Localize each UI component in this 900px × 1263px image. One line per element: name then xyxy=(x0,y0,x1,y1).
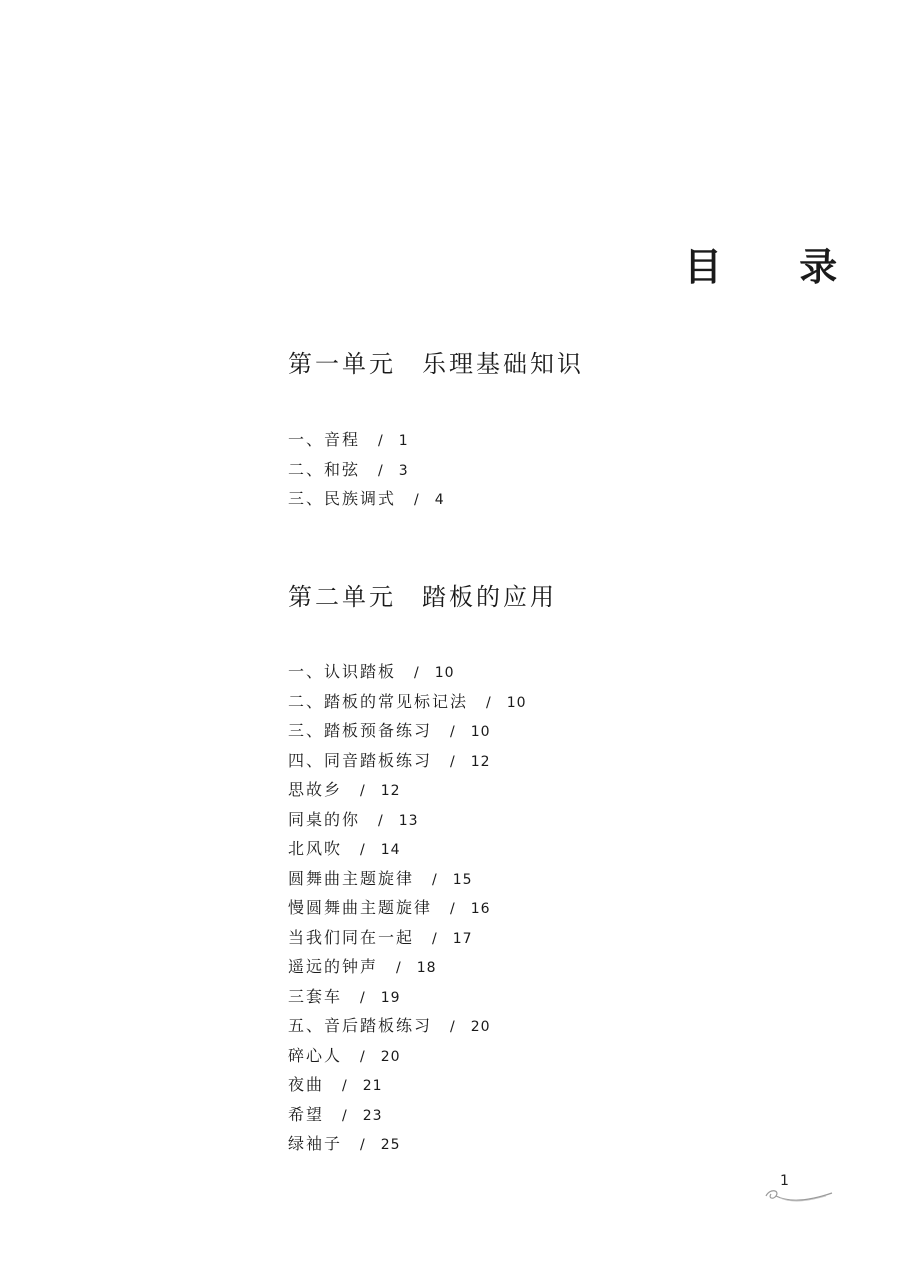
toc-item-text: 二、和弦 xyxy=(288,459,361,479)
toc-page-number: 15 xyxy=(452,871,473,888)
page-title: 目 录 xyxy=(684,244,870,289)
toc-item-text: 同桌的你 xyxy=(288,809,361,829)
toc-separator: / xyxy=(360,783,367,799)
toc-separator: / xyxy=(414,665,421,681)
toc-item[interactable] xyxy=(288,691,527,721)
toc-separator: / xyxy=(450,901,457,917)
toc-page-number: 25 xyxy=(380,1137,401,1153)
toc-item-text: 思故乡 xyxy=(288,780,343,799)
toc-item[interactable] xyxy=(288,1133,527,1163)
unit-1-name: 乐理基础知识 xyxy=(422,350,584,378)
toc-separator: / xyxy=(450,1019,457,1035)
toc-item-text: 慢圆舞曲主题旋律 xyxy=(288,898,433,917)
unit-2-name: 踏板的应用 xyxy=(422,583,557,611)
toc-page-number: 10 xyxy=(506,694,527,711)
toc-item[interactable] xyxy=(288,1045,527,1075)
toc-page-number: 12 xyxy=(470,753,491,770)
unit-1-heading xyxy=(288,344,584,379)
toc-item-text: 碎心人 xyxy=(288,1045,343,1065)
toc-item[interactable] xyxy=(288,459,445,489)
toc-item[interactable] xyxy=(288,779,527,809)
toc-item[interactable] xyxy=(288,1104,527,1134)
toc-page-number: 21 xyxy=(362,1078,383,1094)
page-number: 1 xyxy=(780,1173,789,1189)
toc-item[interactable] xyxy=(288,809,527,839)
toc-item[interactable] xyxy=(288,488,445,518)
toc-item-text: 二、踏板的常见标记法 xyxy=(288,691,469,711)
toc-page-number: 19 xyxy=(380,989,401,1006)
toc-item-text: 三、踏板预备练习 xyxy=(288,721,433,740)
toc-page-number: 12 xyxy=(380,783,401,799)
toc-item-text: 北风吹 xyxy=(288,839,343,858)
unit-2-label: 第二单元 xyxy=(288,583,396,611)
toc-page-number: 18 xyxy=(416,960,437,976)
toc-item-text: 三、民族调式 xyxy=(288,489,397,508)
toc-page-number: 10 xyxy=(470,724,491,740)
toc-item-text: 圆舞曲主题旋律 xyxy=(288,868,415,888)
toc-separator: / xyxy=(342,1078,349,1094)
toc-item-text: 一、音程 xyxy=(288,430,361,449)
toc-separator: / xyxy=(378,812,385,829)
unit-2-heading xyxy=(288,577,557,612)
toc-item[interactable] xyxy=(288,429,445,459)
toc-item[interactable] xyxy=(288,897,527,927)
toc-item-text: 一、认识踏板 xyxy=(288,662,397,681)
toc-separator: / xyxy=(432,871,439,888)
toc-separator: / xyxy=(450,724,457,740)
toc-item-text: 当我们同在一起 xyxy=(288,927,415,947)
toc-item[interactable] xyxy=(288,1015,527,1045)
toc-separator: / xyxy=(360,1048,367,1065)
toc-separator: / xyxy=(378,433,385,449)
toc-page-number: 17 xyxy=(452,930,473,947)
toc-item[interactable] xyxy=(288,868,527,898)
unit-1-label: 第一单元 xyxy=(288,350,396,378)
toc-page-number: 3 xyxy=(398,462,409,479)
toc-item[interactable] xyxy=(288,927,527,957)
toc-item[interactable] xyxy=(288,1074,527,1104)
toc-item-text: 遥远的钟声 xyxy=(288,957,379,976)
toc-item[interactable] xyxy=(288,838,527,868)
toc-item-text: 夜曲 xyxy=(288,1075,325,1094)
toc-separator: / xyxy=(432,930,439,947)
unit-1-toc-list xyxy=(288,429,445,518)
toc-page-number: 14 xyxy=(380,842,401,858)
toc-item-text: 三套车 xyxy=(288,986,343,1006)
toc-page-number: 20 xyxy=(380,1048,401,1065)
toc-item[interactable] xyxy=(288,956,527,986)
toc-item[interactable] xyxy=(288,661,527,691)
toc-page-number: 10 xyxy=(434,665,455,681)
toc-item-text: 五、音后踏板练习 xyxy=(288,1016,433,1035)
toc-item-text: 四、同音踏板练习 xyxy=(288,750,433,770)
toc-page-number: 1 xyxy=(398,433,409,449)
unit-2-toc-list xyxy=(288,661,527,1163)
toc-separator: / xyxy=(414,492,421,508)
toc-item-text: 绿袖子 xyxy=(288,1134,343,1153)
toc-page-number: 16 xyxy=(470,901,491,917)
toc-separator: / xyxy=(450,753,457,770)
toc-page-number: 20 xyxy=(470,1019,491,1035)
toc-separator: / xyxy=(342,1107,349,1124)
toc-page-number: 23 xyxy=(362,1107,383,1124)
toc-separator: / xyxy=(396,960,403,976)
toc-page-number: 13 xyxy=(398,812,419,829)
toc-separator: / xyxy=(486,694,493,711)
toc-item[interactable] xyxy=(288,750,527,780)
swirl-ornament-icon xyxy=(762,1184,834,1206)
toc-item[interactable] xyxy=(288,986,527,1016)
toc-separator: / xyxy=(360,1137,367,1153)
toc-separator: / xyxy=(360,842,367,858)
toc-separator: / xyxy=(378,462,385,479)
toc-page-number: 4 xyxy=(434,492,445,508)
toc-item[interactable] xyxy=(288,720,527,750)
toc-separator: / xyxy=(360,989,367,1006)
toc-item-text: 希望 xyxy=(288,1104,325,1124)
